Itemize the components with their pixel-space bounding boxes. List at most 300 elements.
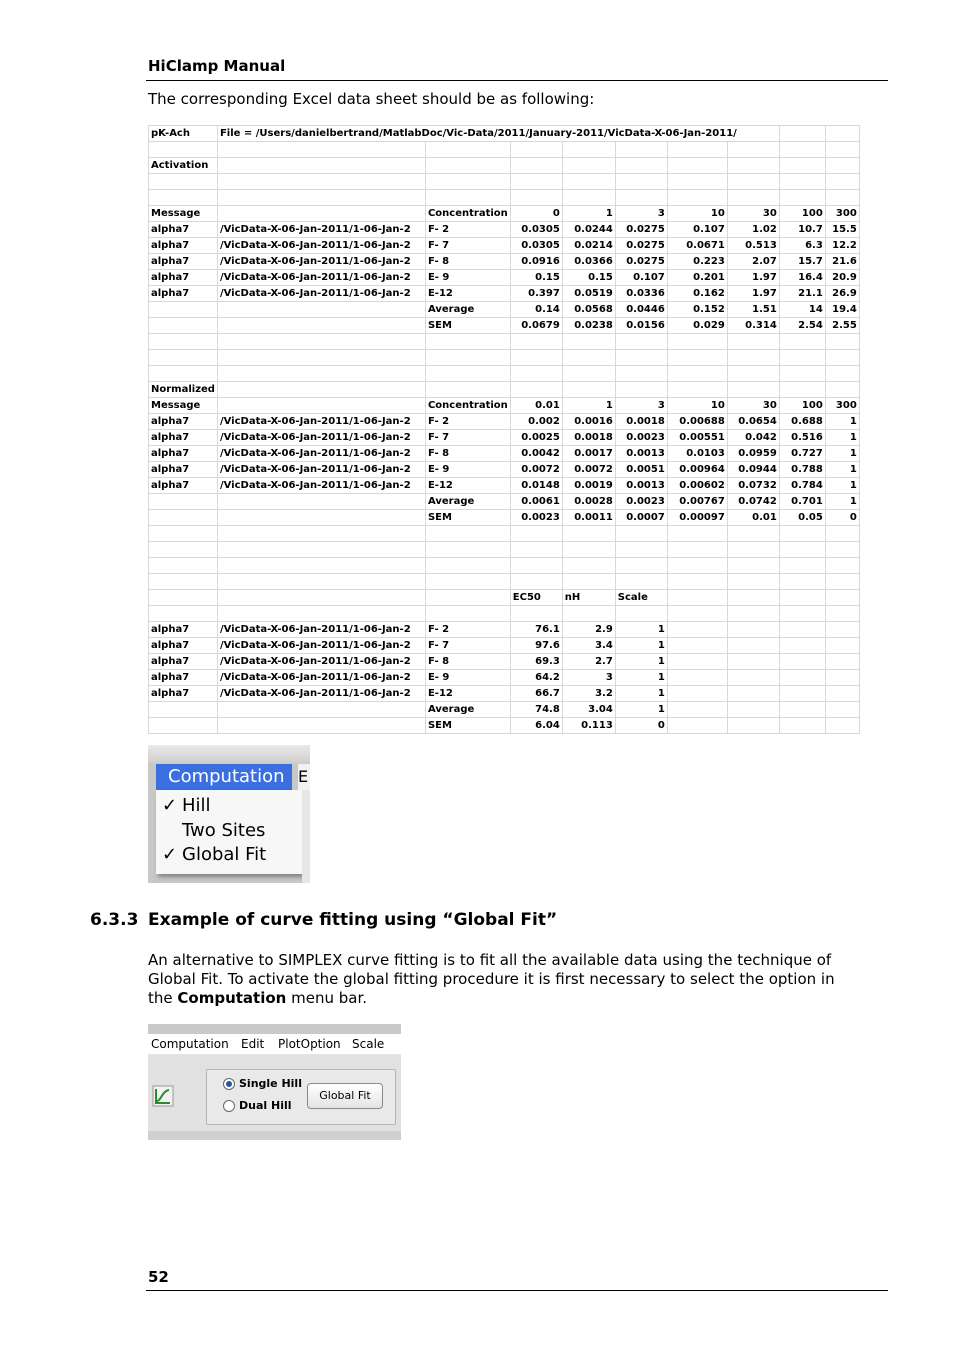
sheet-cell: 0.05 [779,510,825,526]
sheet-cell: 1 [615,622,667,638]
sheet-cell: /VicData-X-06-Jan-2011/1-06-Jan-2 [217,478,425,494]
sheet-row [149,542,860,558]
sheet-cell [562,190,615,206]
sheet-cell [727,622,779,638]
sheet-cell: 3 [562,670,615,686]
sheet-cell [667,174,727,190]
sheet-cell [562,382,615,398]
sheet-cell [779,334,825,350]
sheet-cell [727,334,779,350]
sheet-cell [615,174,667,190]
sheet-cell: Message [149,398,218,414]
sheet-cell: alpha7 [149,238,218,254]
sheet-cell [217,174,425,190]
sheet-row [149,478,860,494]
sheet-cell [825,174,859,190]
sheet-cell [779,190,825,206]
sheet-cell: 15.5 [825,222,859,238]
sheet-cell: 0.0017 [562,446,615,462]
sheet-cell [562,350,615,366]
sheet-cell: 0.0446 [615,302,667,318]
sheet-cell: 0.0275 [615,254,667,270]
sheet-cell [562,574,615,590]
sheet-cell [615,574,667,590]
sheet-cell: 0.0275 [615,222,667,238]
sheet-row [149,350,860,366]
sheet-cell [667,382,727,398]
sheet-cell [615,158,667,174]
sheet-cell: 3.4 [562,638,615,654]
sheet-cell: 69.3 [510,654,562,670]
footer-rule [146,1290,888,1291]
sheet-cell: 0.0013 [615,446,667,462]
sheet-cell: alpha7 [149,446,218,462]
sheet-cell: /VicData-X-06-Jan-2011/1-06-Jan-2 [217,270,425,286]
menu-top-bar [148,745,310,763]
sheet-cell: 0.0671 [667,238,727,254]
sheet-cell: 0.0007 [615,510,667,526]
sheet-cell [510,574,562,590]
sheet-cell [667,606,727,622]
sheet-cell [825,638,859,654]
sheet-cell [149,350,218,366]
sheet-cell: 97.6 [510,638,562,654]
sheet-cell: Average [425,702,510,718]
sheet-cell: 0.00964 [667,462,727,478]
sheet-cell: F- 8 [425,654,510,670]
sheet-row [149,606,860,622]
sheet-cell [779,654,825,670]
sheet-cell: 0.0023 [615,430,667,446]
sheet-cell [425,542,510,558]
sheet-cell: 0.107 [667,222,727,238]
sheet-cell: 0.727 [779,446,825,462]
sheet-cell [667,158,727,174]
sheet-cell [667,702,727,718]
menu-computation[interactable]: Computation [151,1037,229,1051]
sheet-cell: 0.0016 [562,414,615,430]
sheet-cell [727,190,779,206]
header-title: HiClamp Manual [148,57,286,75]
sheet-cell [425,350,510,366]
sheet-cell [217,702,425,718]
sheet-cell [217,526,425,542]
sheet-cell: E-12 [425,686,510,702]
sheet-cell [727,670,779,686]
single-hill-radio[interactable] [223,1078,235,1090]
sheet-cell [149,526,218,542]
global-fit-button[interactable]: Global Fit [307,1083,383,1109]
sheet-row [149,238,860,254]
sheet-cell: 300 [825,206,859,222]
sheet-cell: 0.0336 [615,286,667,302]
sheet-cell: F- 2 [425,222,510,238]
sheet-cell: 66.7 [510,686,562,702]
sheet-cell [727,590,779,606]
sheet-cell: 0.0023 [615,494,667,510]
sheet-cell: 0.788 [779,462,825,478]
sheet-cell [667,142,727,158]
sheet-cell: 0.01 [510,398,562,414]
sheet-cell: 0.223 [667,254,727,270]
sheet-cell: alpha7 [149,286,218,302]
sheet-cell [562,158,615,174]
sheet-row [149,718,860,734]
sheet-cell: 0.0654 [727,414,779,430]
sheet-cell: E-12 [425,286,510,302]
sheet-cell [510,558,562,574]
sheet-cell [217,206,425,222]
sheet-cell: Scale [615,590,667,606]
menu-item-hill[interactable] [162,795,211,816]
dual-hill-label: Dual Hill [239,1099,292,1112]
sheet-cell [727,654,779,670]
sheet-cell [779,542,825,558]
checkmark-icon: ✓ [162,844,178,865]
sheet-cell: 3 [615,206,667,222]
sheet-cell: EC50 [510,590,562,606]
sheet-cell: 1 [825,494,859,510]
sheet-cell: 0.0023 [510,510,562,526]
sheet-cell [425,590,510,606]
sheet-cell [425,526,510,542]
sheet-cell [217,158,425,174]
sheet-cell: 0.0742 [727,494,779,510]
menu-item-global-fit[interactable] [162,844,266,865]
sheet-cell [727,574,779,590]
sheet-row [149,686,860,702]
next-menu-partial[interactable]: E [298,764,310,790]
sheet-cell: 1 [615,702,667,718]
sheet-cell [779,558,825,574]
sheet-cell [779,670,825,686]
sheet-cell [149,542,218,558]
sheet-cell [217,494,425,510]
sheet-cell [425,142,510,158]
menu-item-label: Two Sites [182,820,266,841]
sheet-cell: 0.00097 [667,510,727,526]
sheet-cell: 0.0944 [727,462,779,478]
sheet-cell [825,126,859,142]
sheet-cell [615,606,667,622]
menu-item-two-sites[interactable] [162,820,265,841]
sheet-cell [667,526,727,542]
sheet-row [149,222,860,238]
sheet-cell [727,702,779,718]
section-heading [90,910,557,930]
sheet-cell [727,382,779,398]
sheet-cell: 300 [825,398,859,414]
sheet-cell: F- 2 [425,414,510,430]
sheet-cell: 0.201 [667,270,727,286]
sheet-cell [825,190,859,206]
menu-plotoption[interactable]: PlotOption [278,1037,341,1051]
sheet-row [149,318,860,334]
sheet-cell [217,558,425,574]
sheet-cell: 0.00688 [667,414,727,430]
sheet-cell: 1 [615,686,667,702]
sheet-cell [217,606,425,622]
sheet-cell [217,510,425,526]
sheet-cell: 2.7 [562,654,615,670]
sheet-cell: 0.15 [562,270,615,286]
sheet-cell: F- 2 [425,622,510,638]
sheet-cell: 0.0366 [562,254,615,270]
sheet-cell: 26.9 [825,286,859,302]
sheet-cell: Normalized [149,382,218,398]
sheet-cell [217,398,425,414]
sheet-cell [149,366,218,382]
sheet-cell: 21.1 [779,286,825,302]
sheet-cell [779,718,825,734]
sheet-row [149,446,860,462]
sheet-cell [217,302,425,318]
sheet-cell: alpha7 [149,670,218,686]
sheet-cell [667,718,727,734]
sheet-cell [510,366,562,382]
sheet-cell [149,558,218,574]
sheet-cell [825,542,859,558]
menu-edit[interactable]: Edit [241,1037,265,1051]
sheet-cell [779,606,825,622]
sheet-cell [667,350,727,366]
sheet-cell [779,142,825,158]
sheet-cell [425,366,510,382]
sheet-row [149,190,860,206]
sheet-cell: 0.0959 [727,446,779,462]
sheet-row [149,334,860,350]
sheet-cell [825,574,859,590]
sheet-row [149,366,860,382]
sheet-row [149,654,860,670]
sheet-cell [667,686,727,702]
sheet-cell [562,542,615,558]
sheet-cell [727,718,779,734]
sheet-cell [217,334,425,350]
sheet-cell: 21.6 [825,254,859,270]
sheet-cell [727,366,779,382]
sheet-cell: 0.688 [779,414,825,430]
sheet-cell [510,190,562,206]
body-paragraph [148,951,848,1008]
sheet-row [149,414,860,430]
sheet-cell [217,382,425,398]
sheet-cell [149,190,218,206]
sheet-cell [667,542,727,558]
sheet-cell [562,558,615,574]
sheet-cell [217,142,425,158]
sheet-cell: 0.002 [510,414,562,430]
sheet-cell: 0.0916 [510,254,562,270]
sheet-cell [615,542,667,558]
global-fit-ui-screenshot [148,1024,401,1140]
sheet-cell: F- 8 [425,446,510,462]
sheet-row [149,702,860,718]
sheet-cell: 1 [615,670,667,686]
sheet-cell: Message [149,206,218,222]
sheet-cell: 3.2 [562,686,615,702]
sheet-cell: 0.0018 [562,430,615,446]
sheet-cell: /VicData-X-06-Jan-2011/1-06-Jan-2 [217,446,425,462]
sheet-cell [667,654,727,670]
sheet-row [149,398,860,414]
sheet-cell: E- 9 [425,270,510,286]
sheet-cell: 30 [727,398,779,414]
sheet-cell: alpha7 [149,638,218,654]
sheet-cell [425,174,510,190]
sheet-cell: 0.0018 [615,414,667,430]
sheet-cell: pK-Ach [149,126,218,142]
sheet-cell: 0.0028 [562,494,615,510]
sheet-cell [510,350,562,366]
sheet-cell [667,334,727,350]
sheet-cell [779,686,825,702]
sheet-cell: 0.14 [510,302,562,318]
sheet-cell [825,142,859,158]
page-number: 52 [148,1268,169,1286]
sheet-cell: alpha7 [149,270,218,286]
sheet-cell [510,158,562,174]
sheet-cell [779,126,825,142]
sheet-cell [825,654,859,670]
sheet-cell [425,558,510,574]
sheet-cell [615,334,667,350]
sheet-cell [825,382,859,398]
panel-body [148,1055,401,1140]
sheet-cell: alpha7 [149,686,218,702]
sheet-cell [149,494,218,510]
sheet-cell: 1 [825,462,859,478]
sheet-cell: 10 [667,398,727,414]
sheet-cell [615,142,667,158]
dual-hill-radio[interactable] [223,1100,235,1112]
sheet-cell [825,366,859,382]
sheet-cell [425,334,510,350]
sheet-cell [825,158,859,174]
sheet-cell: 1 [825,446,859,462]
sheet-cell [727,350,779,366]
sheet-cell: 0.15 [510,270,562,286]
sheet-row [149,286,860,302]
sheet-cell [510,142,562,158]
sheet-cell: 30 [727,206,779,222]
sheet-cell: 6.3 [779,238,825,254]
sheet-cell [149,302,218,318]
sheet-cell [510,526,562,542]
sheet-cell [510,606,562,622]
sheet-cell [779,574,825,590]
sheet-cell: 0.029 [667,318,727,334]
sheet-cell: 64.2 [510,670,562,686]
sheet-cell: 12.2 [825,238,859,254]
sheet-cell: 0.0244 [562,222,615,238]
sheet-cell [825,590,859,606]
sheet-cell: /VicData-X-06-Jan-2011/1-06-Jan-2 [217,430,425,446]
sheet-cell [562,366,615,382]
sheet-cell [779,350,825,366]
sheet-cell [825,606,859,622]
sheet-cell: F- 8 [425,254,510,270]
curve-fit-icon[interactable] [152,1085,174,1107]
paragraph-bold: Computation [177,989,287,1007]
sheet-cell: 0.0568 [562,302,615,318]
sheet-cell: /VicData-X-06-Jan-2011/1-06-Jan-2 [217,686,425,702]
sheet-cell [825,702,859,718]
sheet-cell [779,622,825,638]
sheet-cell [425,574,510,590]
sheet-cell: SEM [425,510,510,526]
sheet-cell [615,190,667,206]
sheet-cell: alpha7 [149,462,218,478]
sheet-cell [779,158,825,174]
excel-data-sheet [148,125,860,734]
sheet-cell: /VicData-X-06-Jan-2011/1-06-Jan-2 [217,622,425,638]
sheet-cell: 0.0072 [562,462,615,478]
sheet-cell [727,558,779,574]
sheet-cell: 0.0275 [615,238,667,254]
sheet-cell: 0 [615,718,667,734]
sheet-cell [779,382,825,398]
sheet-cell: /VicData-X-06-Jan-2011/1-06-Jan-2 [217,238,425,254]
sheet-cell: 0.0156 [615,318,667,334]
sheet-cell [615,382,667,398]
computation-menu-title[interactable]: Computation [156,764,292,790]
window-title-bar [148,1024,401,1034]
sheet-cell [562,606,615,622]
sheet-cell: 0.0103 [667,446,727,462]
sheet-cell: 15.7 [779,254,825,270]
sheet-cell [727,686,779,702]
sheet-cell: E- 9 [425,670,510,686]
sheet-cell: 0.042 [727,430,779,446]
sheet-cell [825,526,859,542]
sheet-cell [667,638,727,654]
menu-scale[interactable]: Scale [352,1037,385,1051]
section-title: Example of curve fitting using “Global Fit” [148,910,558,930]
sheet-row [149,430,860,446]
sheet-cell: 0.0305 [510,238,562,254]
sheet-row [149,638,860,654]
menu-bar [148,1034,401,1054]
sheet-cell: F- 7 [425,430,510,446]
sheet-cell: 0.00551 [667,430,727,446]
sheet-cell: Concentration [425,206,510,222]
sheet-row [149,142,860,158]
sheet-cell: 0.0013 [615,478,667,494]
sheet-cell [149,574,218,590]
sheet-cell: 0.701 [779,494,825,510]
sheet-cell [562,334,615,350]
sheet-cell [779,526,825,542]
paragraph-text-end: menu bar. [286,989,368,1007]
sheet-cell [825,718,859,734]
sheet-cell: 14 [779,302,825,318]
sheet-row [149,526,860,542]
sheet-cell: 1 [825,478,859,494]
sheet-row [149,158,860,174]
sheet-cell: 0.0072 [510,462,562,478]
section-number: 6.3.3 [90,910,139,930]
sheet-row [149,574,860,590]
background-window-edge [302,790,310,883]
sheet-cell: 0.113 [562,718,615,734]
sheet-cell [615,366,667,382]
sheet-cell: 0.397 [510,286,562,302]
sheet-cell [727,606,779,622]
sheet-cell: 100 [779,398,825,414]
sheet-cell: E-12 [425,478,510,494]
sheet-cell [425,158,510,174]
